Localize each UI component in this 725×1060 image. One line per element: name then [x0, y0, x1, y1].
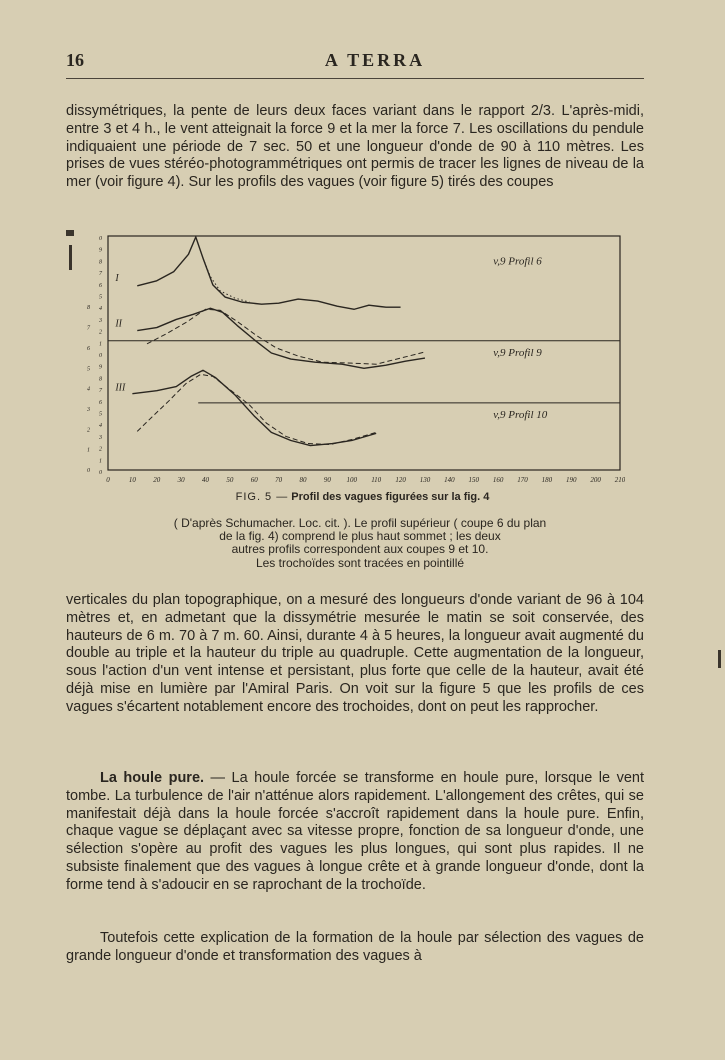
- figure-5: [60, 224, 625, 488]
- y-tick-label: 2: [99, 446, 102, 453]
- observed-profile-line: [137, 237, 400, 309]
- y-tick-label: 0: [99, 236, 102, 242]
- x-tick-label: 0: [106, 476, 110, 484]
- y-tick-label: 3: [99, 317, 102, 324]
- x-tick-label: 30: [177, 476, 185, 484]
- figure-note-line: ( D'après Schumacher. Loc. cit. ). Le profil supérieur ( coupe 6 du plan: [173, 516, 547, 530]
- y-tick-label: 6: [99, 282, 102, 289]
- x-tick-label: 100: [346, 476, 358, 484]
- y-tick-label: 9: [99, 247, 102, 254]
- figure-note-line: Les trochoïdes sont tracées en pointillé: [255, 555, 465, 570]
- x-tick-label: 90: [323, 476, 331, 484]
- y-tick-label: 7: [99, 388, 102, 395]
- figure-note-line: autres profils correspondent aux coupes 9 et 10.: [231, 542, 489, 557]
- x-tick-label: 110: [371, 476, 382, 484]
- ink-mark: [718, 650, 721, 668]
- figure-note: [110, 517, 610, 570]
- x-tick-label: 120: [395, 476, 406, 484]
- y-tick-label: 1: [99, 458, 102, 465]
- y-tick-label-outer: 7: [87, 325, 90, 332]
- profile-panel-label: v,9 Profil 6: [493, 255, 542, 268]
- x-tick-label: 140: [444, 476, 455, 484]
- section-run-in-heading: La houle pure.: [100, 770, 205, 786]
- paragraph-4: Toutefois cette explication de la formation de la houle par sélection des vagues de grande longueur d'onde et transformation des vagues à: [66, 930, 644, 964]
- profile-panel-label: v,9 Profil 10: [493, 409, 548, 422]
- x-tick-label: 160: [492, 476, 504, 484]
- y-tick-label: 1: [99, 341, 102, 348]
- x-tick-label: 20: [153, 476, 161, 484]
- x-tick-label: 200: [590, 476, 601, 484]
- observed-profile-line: [137, 308, 425, 368]
- y-tick-label: 0: [99, 353, 102, 359]
- paragraph-2: verticales du plan topographique, on a mesuré des longueurs d'onde variant de 96 à 104 mètres et, en admetant que la dissymétrie mesurée le matin se soit conservée, des hauteurs de 6 m. 70 à 7 m. 60. Ainsi, durante 4 à 5 heures, la longueur avait augmenté du double au triple et la hauteur du triple au quadruple. Cette augmentation de la longueur, sous l'action d'un vent intense et persistant, plus forte que celle de la hauteur, avait été déjà mise en lumière par l'Amiral Paris. On voit sur la figure 5 que les profils de ces vagues s'écartent notablement encore des trochoides, dont on peut les rapprocher.: [66, 592, 644, 715]
- y-tick-label: 0: [99, 470, 102, 476]
- trochoid-profile-line: [147, 309, 425, 364]
- y-tick-label-outer: 1: [87, 447, 90, 454]
- y-tick-label: 3: [99, 434, 102, 441]
- y-tick-label: 5: [99, 294, 102, 301]
- figure-title: Profil des vagues figurées sur la fig. 4: [291, 491, 490, 503]
- wave-profile-chart: [60, 224, 625, 488]
- x-tick-label: 70: [275, 476, 283, 484]
- x-tick-label: 130: [419, 476, 431, 484]
- y-tick-label-outer: 2: [87, 427, 90, 434]
- profile-roman-label: I: [115, 272, 119, 284]
- observed-profile-line: [132, 370, 376, 445]
- x-tick-label: 150: [468, 476, 479, 484]
- paragraph-3: [66, 770, 644, 895]
- y-tick-label: 4: [99, 423, 102, 430]
- y-tick-label-outer: 3: [87, 406, 90, 413]
- x-tick-label: 80: [299, 476, 307, 484]
- figure-caption: [0, 491, 725, 503]
- x-tick-label: 10: [128, 476, 136, 484]
- y-tick-label: 8: [99, 259, 102, 266]
- profile-panel-label: v,9 Profil 9: [493, 347, 542, 360]
- x-tick-label: 210: [614, 476, 625, 484]
- figure-label: FIG. 5 —: [235, 491, 289, 503]
- page-number: 16: [66, 50, 84, 70]
- y-tick-label-outer: 0: [87, 468, 90, 474]
- x-tick-label: 40: [202, 476, 210, 484]
- trochoid-profile-line: [137, 374, 376, 444]
- x-tick-label: 180: [541, 476, 553, 484]
- page-header: [66, 48, 644, 79]
- x-tick-label: 190: [565, 476, 577, 484]
- running-title: A TERRA: [324, 50, 426, 70]
- y-tick-label-outer: 5: [87, 366, 90, 373]
- plot-frame: [108, 236, 620, 470]
- y-tick-label-outer: 8: [87, 305, 90, 312]
- y-tick-label: 9: [99, 364, 102, 371]
- trochoid-profile-line: [203, 258, 249, 302]
- y-tick-label: 7: [99, 271, 102, 278]
- paragraph-3-text: — La houle forcée se transforme en houle pure, lorsque le vent tombe. La turbulence de l'air n'atténue alors rapidement. L'allongement des crêtes, qui se manifestait déjà dans la houle forcée s'accroît rapidement dans la houle pure. Enfin, chaque vague se déplaçant avec sa vitesse propre, fonction de sa longueur d'onde, une sélection s'opère au profit des vagues les plus longues, qui sont plus rapides. Il ne subsiste finalement que des vagues à longue crête et à grande longueur d'onde, dont la forme tend à s'adoucir en se raprochant de la trochoïde.: [66, 770, 644, 893]
- figure-note-line: de la fig. 4) comprend le plus haut sommet ; les deux: [219, 529, 501, 544]
- profile-roman-label: III: [115, 382, 126, 394]
- y-tick-label: 2: [99, 329, 102, 336]
- x-tick-label: 170: [517, 476, 528, 484]
- y-tick-label: 4: [99, 306, 102, 313]
- profile-roman-label: II: [115, 318, 122, 330]
- y-tick-label: 5: [99, 411, 102, 418]
- x-tick-label: 60: [250, 476, 258, 484]
- paragraph-1: dissymétriques, la pente de leurs deux faces variant dans le rapport 2/3. L'après-midi, entre 3 et 4 h., le vent atteignait la force 9 et la mer la force 7. Les oscillations du pendule indiquaient une période de 7 sec. 50 et une longueur d'onde de 90 à 110 mètres. Les prises de vues stéréo-photogrammétriques ont permis de tracer les lignes de niveau de la mer (voir figure 4). Sur les profils des vagues (voir figure 5) tirés des coupes: [66, 103, 644, 191]
- x-tick-label: 50: [226, 476, 234, 484]
- y-tick-label: 6: [99, 399, 102, 406]
- y-tick-label-outer: 4: [87, 386, 90, 393]
- y-tick-label: 8: [99, 376, 102, 383]
- y-tick-label-outer: 6: [87, 345, 90, 352]
